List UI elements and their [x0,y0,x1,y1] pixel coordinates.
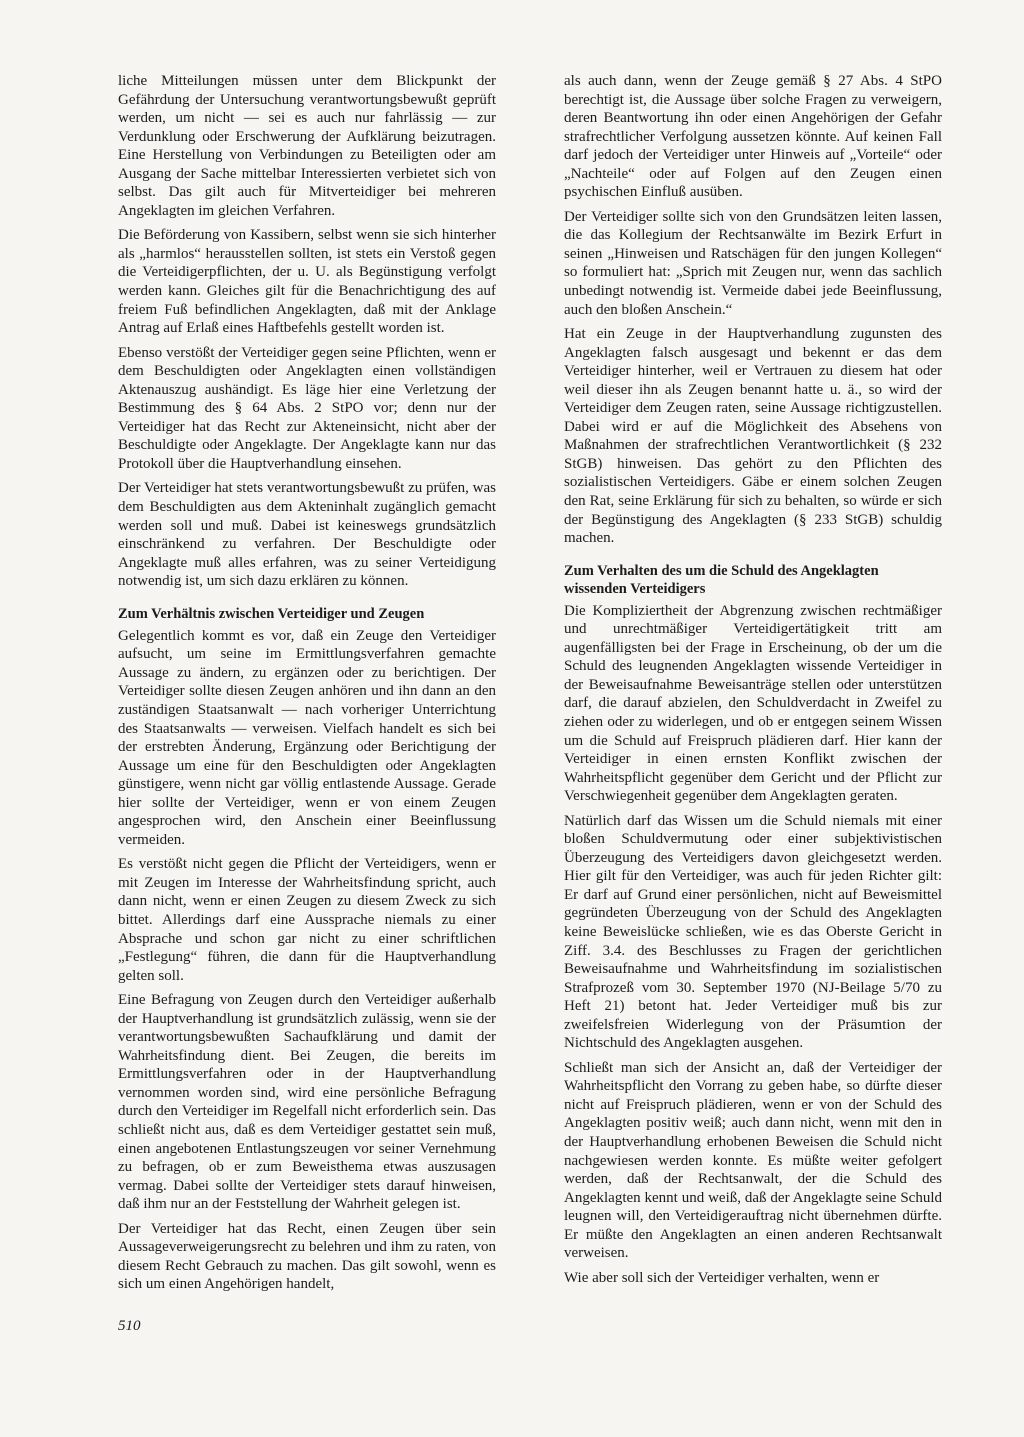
paragraph: Es verstößt nicht gegen die Pflicht der Verteidigers, wenn er mit Zeugen im Interesse der Wahrheitsfindung spricht, auch dann nicht, wenn er einen Zeugen zu diesem Zweck zu sich bittet. Allerdings darf eine Aussprache niemals zu einer Absprache und schon gar nicht zu einer schriftlichen „Festlegung“ führen, die dann für die Hauptverhandlung gelten soll. [118,856,496,984]
paragraph: Wie aber soll sich der Verteidiger verhalten, wenn er [564,1269,880,1286]
right-column [564,72,942,1293]
paragraph: Der Verteidiger hat das Recht, einen Zeugen über sein Aussageverweigerungsrecht zu belehren und ihm zu raten, von diesem Recht Gebrauch zu machen. Das gilt sowohl, wenn es sich um einen Angehörigen handelt, [118,1220,496,1293]
paragraph: Gelegentlich kommt es vor, daß ein Zeuge den Verteidiger aufsucht, um seine im Ermittlungsverfahren gemachte Aussage zu ändern, zu ergänzen oder zu berichtigen. Der Verteidiger sollte diesen Zeugen anhören und ihn dann an den zuständigen Staatsanwalt — nach vorheriger Unterrichtung des Staatsanwalts — verweisen. Vielfach handelt es sich bei der erstrebten Änderung, Ergänzung oder Berichtigung der Aussage um eine für den Beschuldigten oder Angeklagten günstigere, wenn nicht gar völlig entlastende Aussage. Gerade hier sollte der Verteidiger, wenn er von einem Zeugen angesprochen wird, den Anschein einer Beeinflussung vermeiden. [118,627,496,848]
paragraph: Natürlich darf das Wissen um die Schuld niemals mit einer bloßen Schuldvermutung oder einer subjektivistischen Überzeugung des Verteidigers davon gleichgesetzt werden. Hier gilt für den Verteidiger, was auch für jeden Richter gilt: Er darf auf Grund einer persönlichen, nicht auf Beweismittel gegründeten Überzeugung von der Schuld des Angeklagten keine Beweislücke schließen, wie es das Oberste Gericht in Ziff. 3.4. des Beschlusses zu Fragen der gerichtlichen Beweisaufnahme und Wahrheitsfindung im sozialistischen Strafprozeß vom 30. September 1970 (NJ-Beilage 5/70 zu Heft 21) betont hat. Jeder Verteidiger muß bis zur zweifelsfreien Widerlegung von der Präsumtion der Nichtschuld des Angeklagten ausgehen. [564,812,942,1052]
paragraph: Ebenso verstößt der Verteidiger gegen seine Pflichten, wenn er dem Beschuldigten oder Angeklagten einen vollständigen Aktenauszug aushändigt. Es läge hier eine Verletzung der Bestimmung des § 64 Abs. 2 StPO vor; denn nur der Verteidiger hat das Recht zur Akteneinsicht, nicht aber der Beschuldigte oder Angeklagte. Der Angeklagte kann nur das Protokoll über die Hauptverhandlung einsehen. [118,344,496,472]
paragraph: Der Verteidiger sollte sich von den Grundsätzen leiten lassen, die das Kollegium der Rechtsanwälte im Bezirk Erfurt in seinen „Hinweisen und Ratschägen für den jungen Kollegen“ so formuliert hat: „Sprich mit Zeugen nur, wenn das sachlich unbedingt notwendig ist. Vermeide dabei jede Beeinflussung, auch den bloßen Anschein.“ [564,208,942,318]
section-heading: Zum Verhältnis zwischen Verteidiger und Zeugen [118,605,425,622]
left-column [118,72,496,1300]
paragraph: liche Mitteilungen müssen unter dem Blickpunkt der Gefährdung der Untersuchung verantwortungsbewußt geprüft werden, um nicht — sei es auch nur fahrlässig — zur Verdunklung oder Erschwerung der Aufklärung beizutragen. Eine Herstellung von Verbindungen zu Beteiligten oder am Ausgang der Sache mittelbar Interessierten verbietet sich von selbst. Das gilt auch für Mitverteidiger bei mehreren Angeklagten im gleichen Verfahren. [118,73,496,219]
paragraph: Eine Befragung von Zeugen durch den Verteidiger außerhalb der Hauptverhandlung ist grundsätzlich zulässig, wenn sie der verantwortungsbewußten Sachaufklärung und damit der Wahrheitsfindung dient. Bei Zeugen, die bereits im Ermittlungsverfahren oder in der Hauptverhandlung vernommen worden sind, wird eine persönliche Befragung durch den Verteidiger im Regelfall nicht erforderlich sein. Das schließt nicht aus, daß es dem Verteidiger gestattet sein muß, einen angebotenen Entlastungszeugen vor seiner Vernehmung zu befragen, ob er zum Beweisthema etwas auszusagen vermag. Dabei sollte der Verteidiger stets darauf hinweisen, daß ihm nur an der Feststellung der Wahrheit gelegen ist. [118,992,496,1213]
paragraph: Die Beförderung von Kassibern, selbst wenn sie sich hinterher als „harmlos“ herausstellen sollten, ist stets ein Verstoß gegen die Verteidigerpflichten, der u. U. als Begünstigung verfolgt werden kann. Gleiches gilt für die Benachrichtigung des auf freiem Fuß befindlichen Angeklagten, daß mit der Anklage Antrag auf Erlaß eines Haftbefehls gestellt worden ist. [118,227,496,337]
paragraph: als auch dann, wenn der Zeuge gemäß § 27 Abs. 4 StPO berechtigt ist, die Aussage über solche Fragen zu verweigern, deren Beantwortung ihn oder einen Angehörigen der Gefahr strafrechtlicher Verfolgung aussetzen könnte. Auf keinen Fall darf jedoch der Verteidiger unter Hinweis auf „Vorteile“ oder „Nachteile“ oder auf Folgen auf den Zeugen einen psychischen Einfluß ausüben. [564,73,942,201]
section-heading: Zum Verhalten des um die Schuld des Angeklagten wissenden Verteidigers [564,562,879,597]
page-number: 510 [118,1318,141,1334]
paragraph: Hat ein Zeuge in der Hauptverhandlung zugunsten des Angeklagten falsch ausgesagt und bekennt er das dem Verteidiger hinterher, weil er Vertrauen zu diesem hat oder weil dieser ihn als Zeugen benannt hatte u. ä., so wird der Verteidiger dem Zeugen raten, seine Aussage richtigzustellen. Dabei wird er auf die Möglichkeit des Absehens von Maßnahmen der strafrechtlichen Verantwortlichkeit (§ 232 StGB) hinweisen. Das gehört zu den Pflichten des sozialistischen Verteidigers. Gäbe er einem solchen Zeugen den Rat, seine Erklärung für sich zu behalten, so würde er sich der Begünstigung des Angeklagten (§ 233 StGB) schuldig machen. [564,326,942,547]
paragraph: Der Verteidiger hat stets verantwortungsbewußt zu prüfen, was dem Beschuldigten aus dem Akteninhalt zugänglich gemacht werden soll und muß. Dabei ist keineswegs grundsätzlich einschränkend zu verfahren. Der Beschuldigte oder Angeklagte muß alles erfahren, was zu seiner Verteidigung notwendig ist, um sich dazu erklären zu können. [118,480,496,590]
paragraph: Schließt man sich der Ansicht an, daß der Verteidiger der Wahrheitspflicht den Vorrang zu geben habe, so dürfte dieser nicht auf Freispruch plädieren, wenn er von der Schuld des Angeklagten positiv weiß; auch dann nicht, wenn mit den in der Hauptverhandlung erhobenen Beweisen die Schuld nicht nachgewiesen werden konnte. Es müßte weiter gefolgert werden, daß der Rechtsanwalt, der die Schuld des Angeklagten kennt und weiß, daß der Angeklagte seine Schuld leugnen will, den Verteidigerauftrag nicht übernehmen dürfte. Er müßte den Angeklagten an einen anderen Rechtsanwalt verweisen. [564,1059,942,1262]
paragraph: Die Kompliziertheit der Abgrenzung zwischen rechtmäßiger und unrechtmäßiger Verteidigertätigkeit tritt am augenfälligsten bei der Frage in Erscheinung, ob der um die Schuld des leugnenden Angeklagten wissende Verteidiger in der Beweisaufnahme Beweisanträge stellen oder unterstützen darf, die darauf abzielen, den Schuldverdacht in Zweifel zu ziehen oder zu widerlegen, und ob er entgegen seinem Wissen um die Schuld auf Freispruch plädieren darf. Hier kann der Verteidiger in einen ernsten Konflikt zwischen der Wahrheitspflicht gegenüber dem Gericht und der Pflicht zur Verschwiegenheit gegenüber dem Angeklagten geraten. [564,602,942,805]
